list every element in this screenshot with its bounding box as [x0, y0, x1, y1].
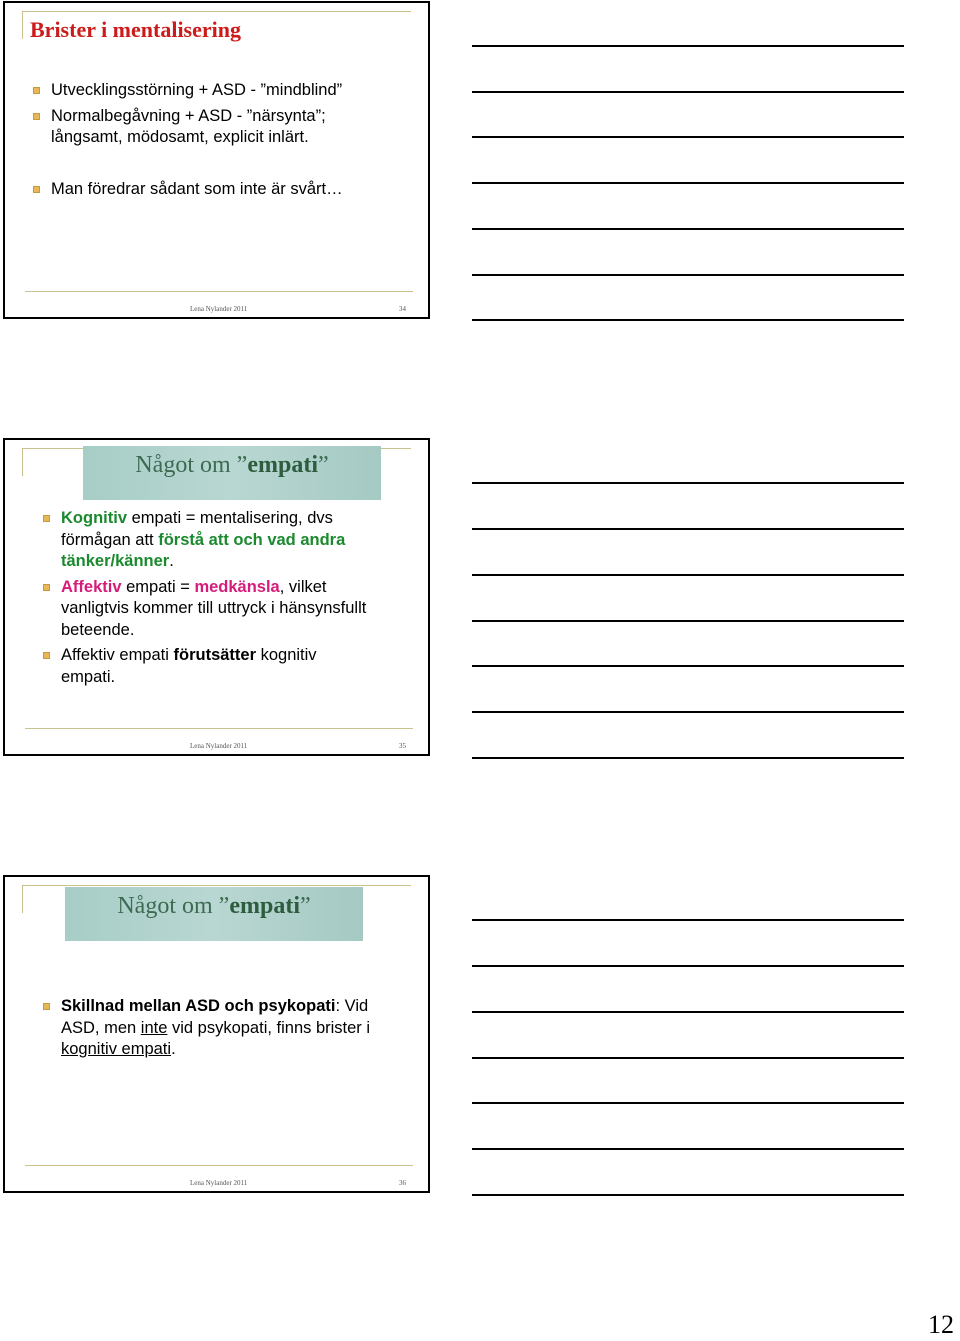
footer-slide-number: 34: [399, 305, 406, 313]
note-line: [472, 574, 904, 576]
footer-author: Lena Nylander 2011: [190, 305, 248, 313]
bullet-item: Man föredrar sådant som inte är svårt…: [27, 179, 427, 201]
square-bullet-icon: [43, 652, 50, 659]
slide-35: [3, 438, 430, 756]
note-line: [472, 711, 904, 713]
footer-line: [25, 728, 413, 729]
note-line: [472, 182, 904, 184]
note-line: [472, 1011, 904, 1013]
note-line: [472, 91, 904, 93]
note-line: [472, 274, 904, 276]
note-line: [472, 228, 904, 230]
note-line: [472, 620, 904, 622]
bullet-item: Normalbegåvning + ASD - ”närsynta”; långsamt, mödosamt, explicit inlärt.: [27, 106, 427, 149]
slide-title: Något om ”empati”: [83, 446, 381, 500]
bullet-list: [27, 80, 427, 200]
note-line: [472, 1057, 904, 1059]
bullet-list: [37, 508, 427, 688]
square-bullet-icon: [33, 87, 40, 94]
footer-line: [25, 1165, 413, 1166]
note-line: [472, 665, 904, 667]
note-line: [472, 136, 904, 138]
slide-frame-line: [22, 11, 23, 39]
note-line: [472, 1148, 904, 1150]
note-line: [472, 319, 904, 321]
slide-frame-line: [22, 448, 23, 476]
slide-frame-line: [22, 11, 411, 12]
note-line: [472, 757, 904, 759]
bullet-item: Kognitiv empati = mentalisering, dvs förmågan att förstå att och vad andra tänker/känner.: [37, 508, 427, 573]
footer-slide-number: 36: [399, 1179, 406, 1187]
bullet-item: Affektiv empati = medkänsla, vilket vanligtvis kommer till uttryck i hänsynsfullt beteende.: [37, 577, 427, 642]
square-bullet-icon: [43, 1003, 50, 1010]
note-line: [472, 528, 904, 530]
slide-34: [3, 1, 430, 319]
bullet-list: [37, 996, 427, 1061]
slide-title: Brister i mentalisering: [30, 17, 241, 42]
bullet-item: Affektiv empati förutsätter kognitiv empati.: [37, 645, 427, 688]
bullet-item: Skillnad mellan ASD och psykopati: Vid ASD, men inte vid psykopati, finns brister i kognitiv empati.: [37, 996, 427, 1061]
note-line: [472, 1194, 904, 1196]
slide-title: Något om ”empati”: [65, 887, 363, 941]
bullet-item: Utvecklingsstörning + ASD - ”mindblind”: [27, 80, 427, 102]
note-line: [472, 482, 904, 484]
footer-author: Lena Nylander 2011: [190, 1179, 248, 1187]
slide-frame-line: [22, 885, 411, 886]
note-line: [472, 919, 904, 921]
note-line: [472, 1102, 904, 1104]
square-bullet-icon: [43, 515, 50, 522]
slide-36: [3, 875, 430, 1193]
square-bullet-icon: [43, 584, 50, 591]
footer-author: Lena Nylander 2011: [190, 742, 248, 750]
square-bullet-icon: [33, 113, 40, 120]
note-line: [472, 45, 904, 47]
page-number: 12: [928, 1310, 954, 1339]
square-bullet-icon: [33, 186, 40, 193]
footer-line: [25, 291, 413, 292]
footer-slide-number: 35: [399, 742, 406, 750]
slide-frame-line: [22, 885, 23, 913]
note-line: [472, 965, 904, 967]
